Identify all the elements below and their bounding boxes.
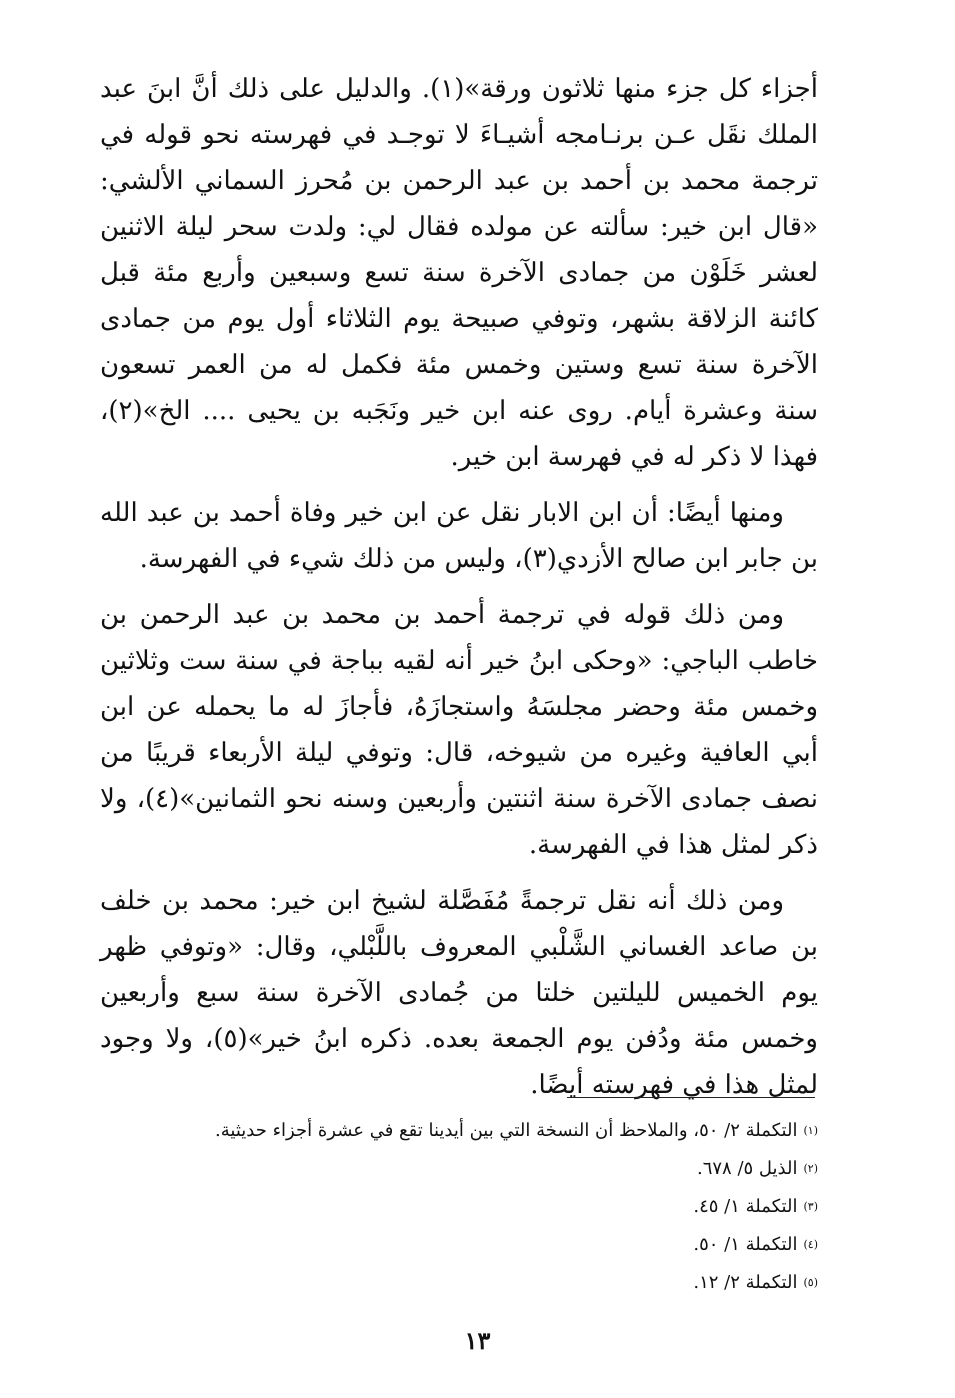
footnote-text: التكملة ١/ ٥٠. (693, 1234, 798, 1255)
footnote-text: التكملة ٢/ ١٢. (693, 1272, 798, 1293)
paragraph: ومنها أيضًا: أن ابن الابار نقل عن ابن خير وفاة أحمد بن عبد الله بن جابر ابن صالح الأزدي(٣)، وليس من ذلك شيء في الفهرسة. (100, 498, 818, 574)
main-text (100, 66, 818, 1118)
paragraph: ومن ذلك أنه نقل ترجمةً مُفَصَّلة لشيخ ابن خير: محمد بن خلف بن صاعد الغساني الشَّلْبي المعروف باللَّبْلي، وقال: «وتوفي ظهر يوم الخميس لليلتين خلتا من جُمادى الآخرة سنة سبع وأربعين وخمس مئة ودُفن يوم الجمعة بعده. ذكره ابنُ خير»(٥)، ولا وجود لمثل هذا في فهرسته أيضًا. (100, 886, 818, 1100)
footnote-text: التكملة ٢/ ٥٠، والملاحظ أن النسخة التي بين أيدينا تقع في عشرة أجزاء حديثية. (215, 1120, 798, 1141)
footnote-item (100, 1188, 818, 1226)
footnote-mark: (١) (803, 1124, 818, 1137)
footnote-text: التكملة ١/ ٤٥. (693, 1196, 798, 1217)
page-number: ١٣ (464, 1326, 491, 1355)
footnote-item (100, 1150, 818, 1188)
footnote-item (100, 1112, 818, 1150)
footnote-separator (567, 1097, 815, 1098)
footnote-item (100, 1264, 818, 1302)
footnote-mark: (٤) (803, 1238, 818, 1251)
footnote-item (100, 1226, 818, 1264)
paragraph: ومن ذلك قوله في ترجمة أحمد بن محمد بن عبد الرحمن بن خاطب الباجي: «وحكى ابنُ خير أنه لقيه بباجة في سنة ست وثلاثين وخمس مئة وحضر مجلسَهُ واستجازَهُ، فأجازَ له ما يحمله عن ابن أبي العافية وغيره من شيوخه، قال: وتوفي ليلة الأربعاء قريبًا من نصف جمادى الآخرة سنة اثنتين وأربعين وسنه نحو الثمانين»(٤)، ولا ذكر لمثل هذا في الفهرسة. (100, 600, 818, 860)
footnote-mark: (٥) (803, 1276, 818, 1289)
footnote-mark: (٣) (803, 1200, 818, 1213)
footnotes (100, 1112, 818, 1302)
paragraph: أجزاء كل جزء منها ثلاثون ورقة»(١). والدليل على ذلك أنَّ ابنَ عبد الملك نقَل عـن برنـامجه أشيـاءَ لا توجـد في فهرسته نحو قوله في ترجمة محمد بن أحمد بن عبد الرحمن بن مُحرز السماني الألشي: «قال ابن خير: سألته عن مولده فقال لي: ولدت سحر ليلة الاثنين لعشر خَلَوْن من جمادى الآخرة سنة تسع وسبعين وأربع مئة قبل كائنة الزلاقة بشهر، وتوفي صبيحة يوم الثلاثاء أول يوم من جمادى الآخرة سنة تسع وستين وخمس مئة فكمل له من العمر تسعون سنة وعشرة أيام. روى عنه ابن خير ونَجَبه بن يحيى .... الخ»(٢)، فهذا لا ذكر له في فهرسة ابن خير. (100, 74, 818, 472)
footnote-mark: (٢) (803, 1162, 818, 1175)
footnote-text: الذيل ٥/ ٦٧٨. (696, 1158, 798, 1179)
